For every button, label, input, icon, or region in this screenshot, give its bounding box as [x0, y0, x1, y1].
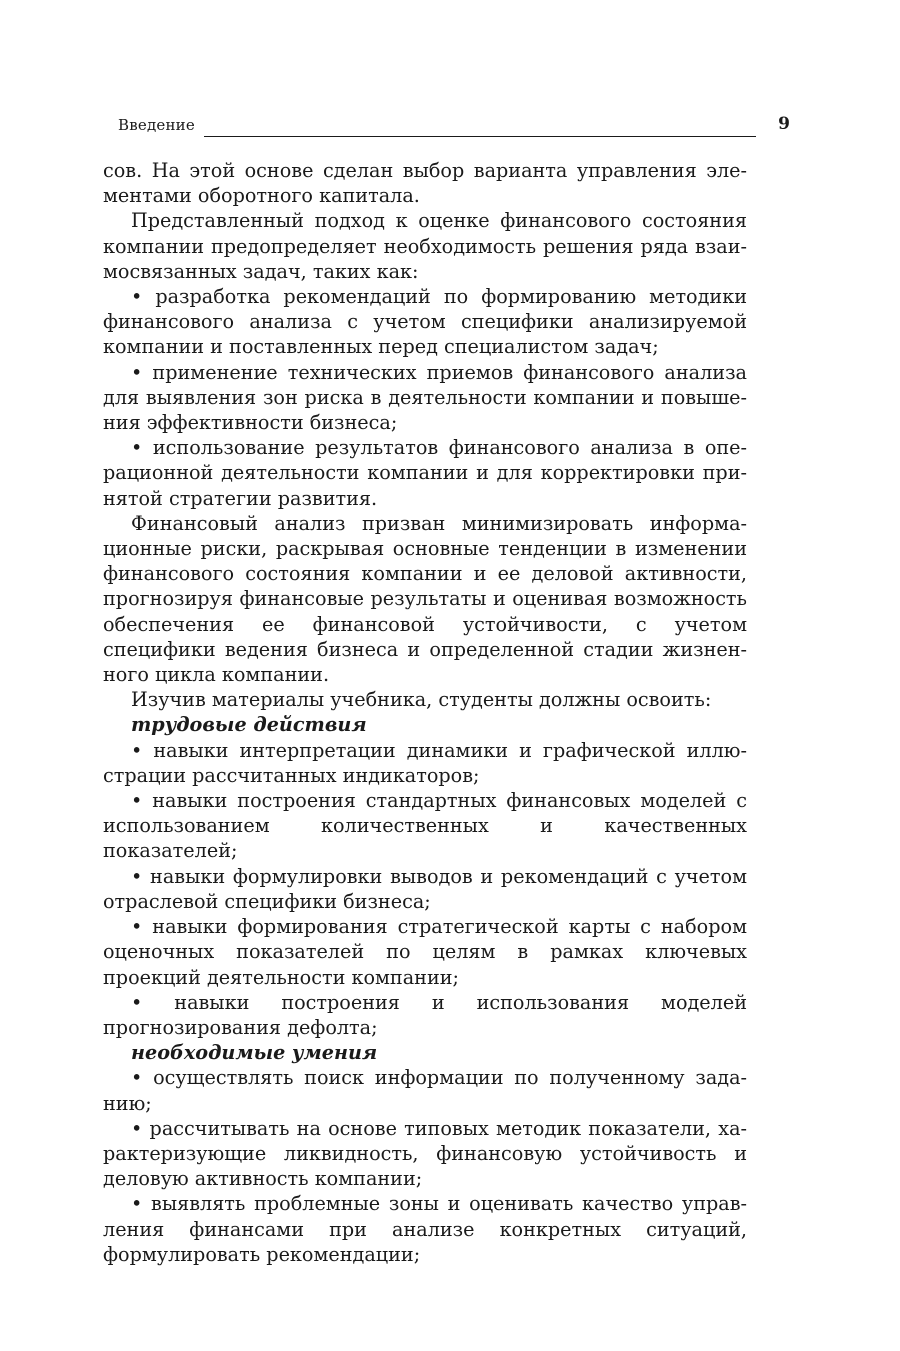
bullet-item: • разработка рекомендаций по формированию методики финансового анализа с учетом специфики анализируемой компании и поставленных перед специалистом задач; [103, 285, 747, 359]
bullet-item: • навыки построения и использования моделей прогнозирования дефолта; [103, 990, 747, 1039]
bullet-item: • использование результатов финансового анализа в операционной деятельности компании и для корректировки принятой стратегии развития. [103, 436, 747, 510]
paragraph: сов. На этой основе сделан выбор варианта управления элементами оборотного капитала. [103, 159, 747, 208]
bullet-item: • навыки формулировки выводов и рекомендаций с учетом отраслевой специфики бизнеса; [103, 864, 747, 913]
bullet-item: • навыки построения стандартных финансовых моделей с использованием количественных и качественных показателей; [103, 789, 747, 863]
subheading: трудовые действия [131, 713, 367, 737]
bullet-item: • выявлять проблемные зоны и оценивать качество управления финансами при анализе конкретных ситуаций, формулировать рекомендации; [103, 1192, 747, 1266]
paragraph: Финансовый анализ призван минимизировать информационные риски, раскрывая основные тенденции в изменении финансового состояния компании и ее деловой активности, прогнозируя финансовые результаты и оценивая возможность обеспечения ее финансовой устойчивости, с учетом специфики ведения бизнеса и определенной стадии жизненного цикла компании. [103, 511, 747, 687]
bullet-item: • рассчитывать на основе типовых методик показатели, характеризующие ликвидность, финансовую устойчивость и деловую активность компании; [103, 1116, 747, 1191]
paragraph: Представленный подход к оценке финансового состояния компании предопределяет необходимость решения ряда взаимосвязанных задач, таких как: [103, 209, 747, 283]
section-title: Введение [118, 116, 195, 134]
subheading: необходимые умения [131, 1041, 378, 1065]
paragraph: Изучив материалы учебника, студенты должны освоить: [131, 688, 712, 712]
bullet-item: • применение технических приемов финансового анализа для выявления зон риска в деятельности компании и повышения эффективности бизнеса; [103, 360, 747, 435]
bullet-item: • навыки интерпретации динамики и графической иллюстрации рассчитанных индикаторов; [103, 738, 747, 787]
bullet-item: • осуществлять поиск информации по полученному заданию; [103, 1066, 747, 1115]
running-header [118, 112, 790, 138]
page-body [103, 158, 747, 1267]
page-number: 9 [778, 114, 790, 134]
bullet-item: • навыки формирования стратегической карты с набором оценочных показателей по целям в рамках ключевых проекций деятельности компании; [103, 915, 747, 989]
header-rule [204, 136, 756, 137]
